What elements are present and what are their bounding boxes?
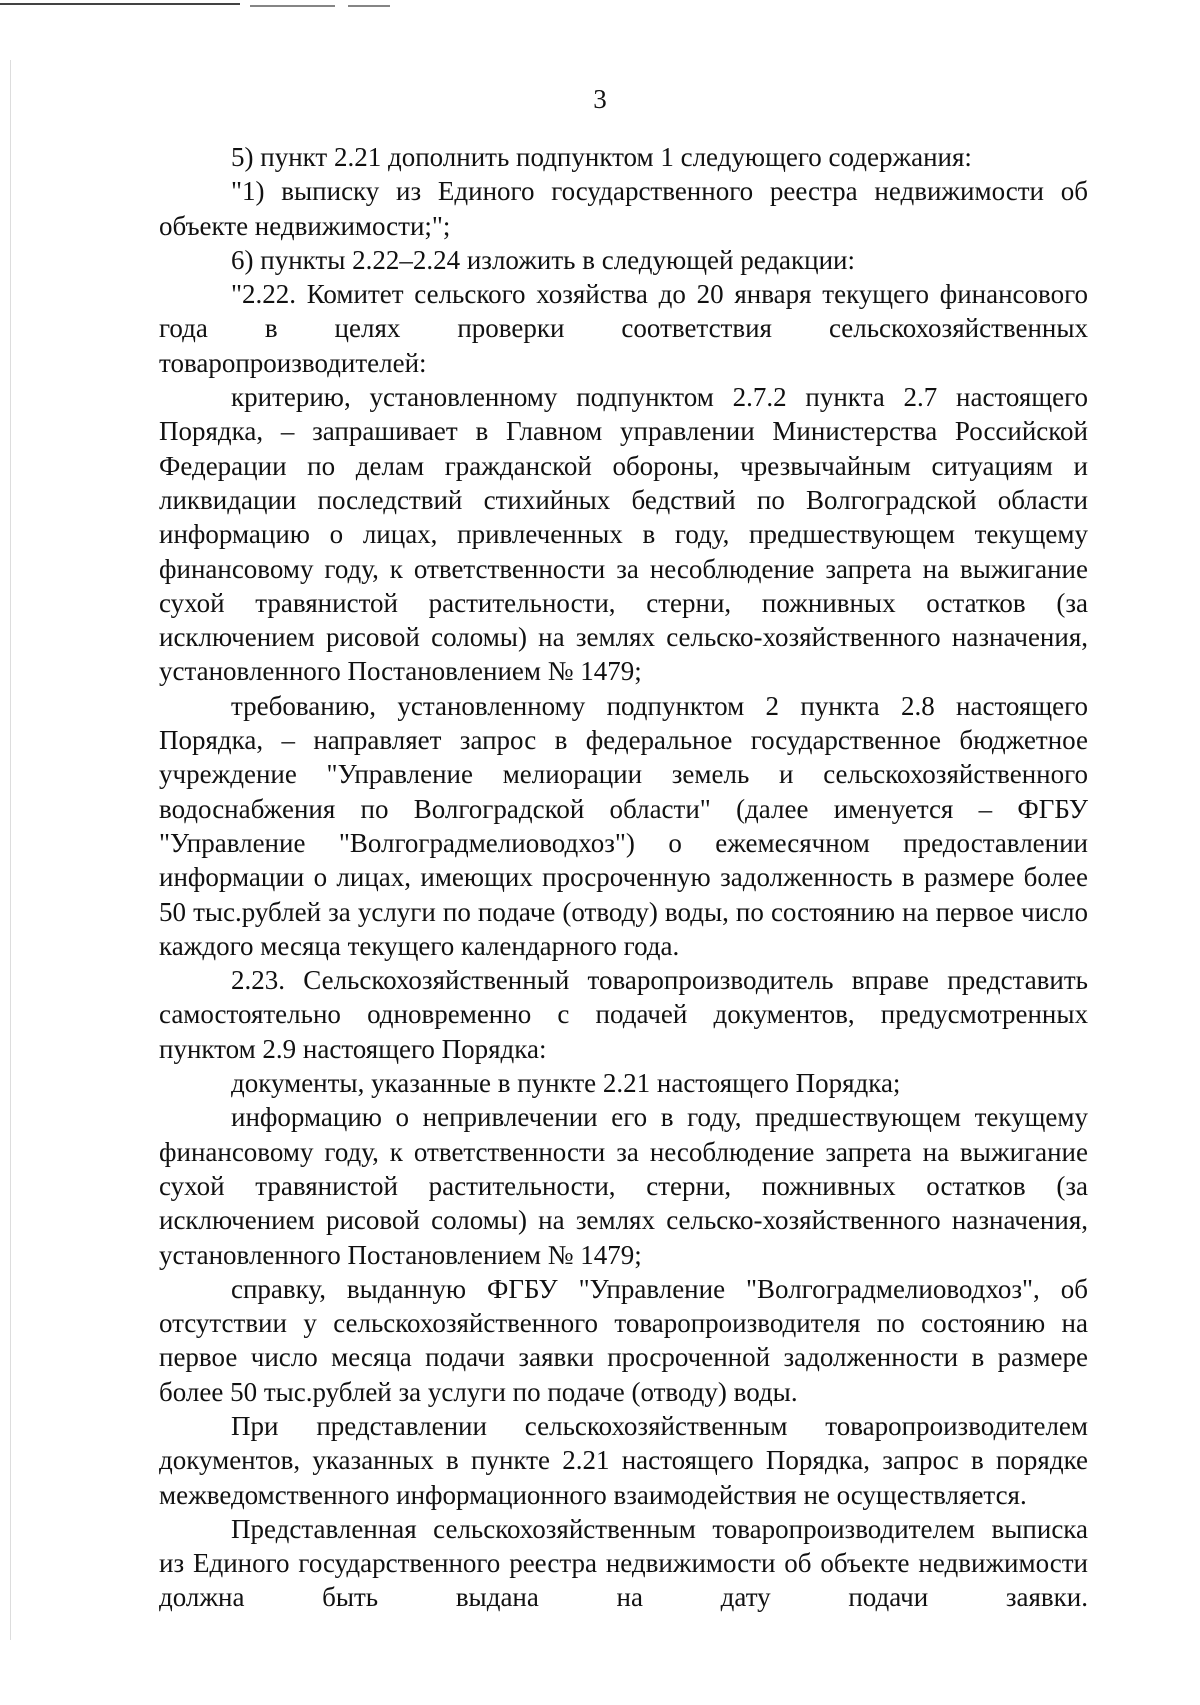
paragraph-criterion: критерию, установленному подпунктом 2.7.2 пункта 2.7 настоящего Порядка, – запрашивает в Главном управлении Министерства Российской Федерации по делам гражданской обороны, чрезвычайным ситуациям и ликвидации последствий стихийных бедствий по Волгоградской области информацию о лицах, привлеченных в году, предшествующем текущему финансовому году, к ответственности за несоблюдение запрета на выжигание сухой травянистой растительности, стерни, пожнивных остатков (за исключением рисовой соломы) на землях сельско-хозяйственного назначения, установленного Постановлением № 1479; bbox=[159, 382, 1088, 687]
paragraph-item-5: 5) пункт 2.21 дополнить подпунктом 1 следующего содержания: bbox=[231, 142, 972, 172]
paragraph-information: информацию о непривлечении его в году, предшествующем текущему финансовому году, к ответственности за несоблюдение запрета на выжигание сухой травянистой растительности, стерни, пожнивных остатков (за исключением рисовой соломы) на землях сельско-хозяйственного назначения, установленного Постановлением № 1479; bbox=[159, 1102, 1088, 1270]
paragraph-quote-extract: "1) выписку из Единого государственного реестра недвижимости об объекте недвижимости;"; bbox=[159, 176, 1088, 241]
scan-edge-mark bbox=[348, 5, 390, 7]
scan-edge-mark bbox=[250, 5, 335, 7]
paragraph-requirement: требованию, установленному подпунктом 2 пункта 2.8 настоящего Порядка, – направляет запрос в федеральное государственное бюджетное учреждение "Управление мелиорации земель и сельскохозяйственного водоснабжения по Волгоградской области" (далее именуется – ФГБУ "Управление "Волгоградмелиоводхоз") о ежемесячном предоставлении информации о лицах, имеющих просроченную задолженность в размере более 50 тыс.рублей за услуги по подаче (отводу) воды, по состоянию на первое число каждого месяца текущего календарного года. bbox=[159, 690, 1088, 961]
paragraph-submission: При представлении сельскохозяйственным товаропроизводителем документов, указанных в пункте 2.21 настоящего Порядка, запрос в порядке межведомственного информационного взаимодействия не осуществляется. bbox=[159, 1410, 1088, 1510]
page-number: 3 bbox=[593, 84, 607, 114]
scan-edge-mark bbox=[0, 3, 240, 5]
paragraph-documents: документы, указанные в пункте 2.21 настоящего Порядка; bbox=[231, 1068, 901, 1099]
document-body bbox=[159, 140, 1088, 1615]
paragraph-2-22: "2.22. Комитет сельского хозяйства до 20 января текущего финансового года в целях проверки соответствия сельскохозяйственных товаропроизводителей: bbox=[159, 279, 1088, 378]
paragraph-certificate: справку, выданную ФГБУ "Управление "Волгоградмелиоводхоз", об отсутствии у сельскохозяйственного товаропроизводителя по состоянию на первое число месяца подачи заявки просроченной задолженности в размере более 50 тыс.рублей за услуги по подаче (отводу) воды. bbox=[159, 1273, 1088, 1407]
scan-edge-mark bbox=[10, 60, 11, 1640]
paragraph-extract-date: Представленная сельскохозяйственным товаропроизводителем выписка из Единого государственного реестра недвижимости об объекте недвижимости должна быть выдана на дату подачи заявки. bbox=[159, 1513, 1088, 1613]
paragraph-item-6: 6) пункты 2.22–2.24 изложить в следующей редакции: bbox=[231, 244, 856, 275]
paragraph-2-23: 2.23. Сельскохозяйственный товаропроизводитель вправе представить самостоятельно одновременно с подачей документов, предусмотренных пунктом 2.9 настоящего Порядка: bbox=[159, 965, 1088, 1064]
